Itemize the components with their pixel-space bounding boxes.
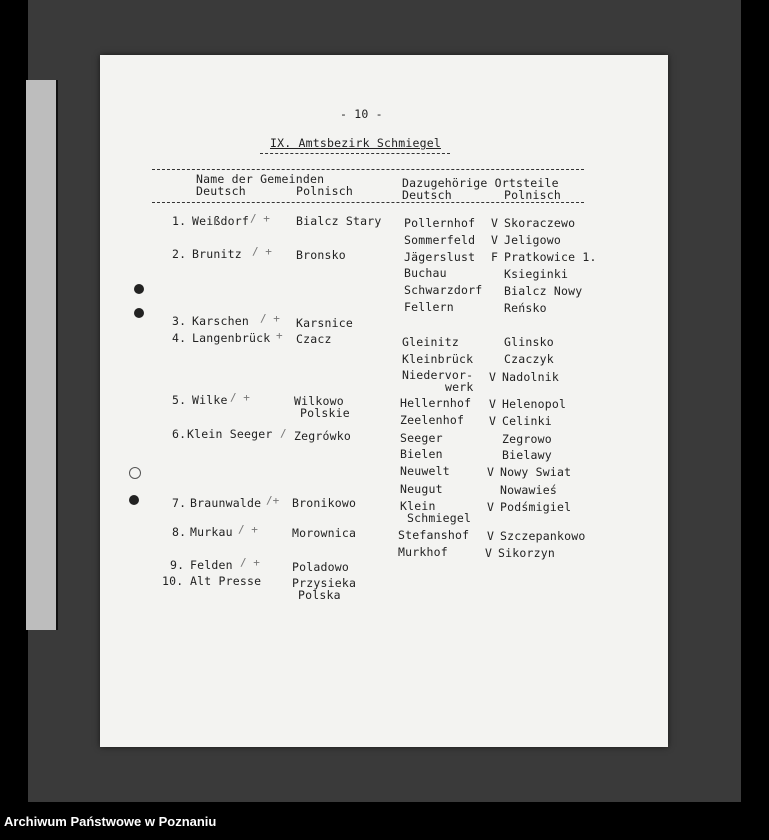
ortsteil-deutsch: Kleinbrück bbox=[402, 352, 474, 366]
gemeinde-polnisch: Bronsko bbox=[296, 248, 346, 262]
ortsteil-deutsch: Seeger bbox=[400, 431, 443, 445]
ortsteil-flag: V bbox=[487, 529, 495, 543]
header-rule-top bbox=[152, 169, 584, 170]
row-number: 2. bbox=[172, 247, 187, 261]
gemeinde-deutsch: Karschen bbox=[192, 314, 249, 328]
ortsteil-polnisch: Skoraczewo bbox=[504, 216, 576, 230]
ortsteil-polnisch: Bialcz Nowy bbox=[504, 284, 583, 298]
check-mark: / + bbox=[238, 523, 258, 536]
ortsteil-deutsch: Zeelenhof bbox=[400, 413, 465, 427]
ortsteil-polnisch: Nowawieś bbox=[500, 483, 557, 497]
check-mark: / bbox=[280, 427, 287, 440]
ortsteil-polnisch: Czaczyk bbox=[504, 352, 554, 366]
gemeinde-deutsch: Felden bbox=[190, 558, 233, 572]
gemeinde-polnisch: Czacz bbox=[296, 332, 332, 346]
row-number: 5. bbox=[172, 393, 187, 407]
ortsteil-flag: V bbox=[487, 465, 495, 479]
check-mark: /+ bbox=[266, 494, 280, 507]
ortsteil-flag: V bbox=[491, 216, 499, 230]
ortsteil-deutsch: Neuwelt bbox=[400, 464, 450, 478]
header-deutsch-left: Deutsch bbox=[196, 184, 246, 198]
header-ortsteile: Dazugehörige Ortsteile bbox=[402, 176, 559, 190]
page-title: IX. Amtsbezirk Schmiegel bbox=[270, 136, 441, 150]
header-polnisch-left: Polnisch bbox=[296, 184, 353, 198]
gemeinde-polnisch: Bronikowo bbox=[292, 496, 357, 510]
ortsteil-polnisch: Bielawy bbox=[502, 448, 552, 462]
check-mark: / + bbox=[230, 391, 250, 404]
title-underline bbox=[260, 153, 450, 154]
gemeinde-deutsch: Brunitz bbox=[192, 247, 242, 261]
gemeinde-polnisch: Poladowo bbox=[292, 560, 349, 574]
gemeinde-polnisch-line2: Polska bbox=[298, 588, 341, 602]
punch-hole bbox=[134, 308, 144, 318]
ortsteil-polnisch: Reńsko bbox=[504, 301, 547, 315]
ortsteil-polnisch: Ksieginki bbox=[504, 267, 569, 281]
ortsteil-polnisch: Jeligowo bbox=[504, 233, 561, 247]
ortsteil-flag: V bbox=[489, 397, 497, 411]
gemeinde-polnisch: Przysieka bbox=[292, 576, 357, 590]
ortsteil-flag: V bbox=[489, 414, 497, 428]
row-number: 6. bbox=[172, 427, 187, 441]
punch-hole bbox=[129, 495, 139, 505]
gemeinde-deutsch: Langenbrück bbox=[192, 331, 271, 345]
document-page bbox=[100, 55, 668, 747]
punch-hole bbox=[134, 284, 144, 294]
ortsteil-flag: V bbox=[487, 500, 495, 514]
row-number: 1. bbox=[172, 214, 187, 228]
ortsteil-deutsch: Gleinitz bbox=[402, 335, 459, 349]
punch-hole bbox=[129, 467, 141, 479]
ortsteil-deutsch: Klein bbox=[400, 499, 436, 513]
check-mark: / + bbox=[250, 212, 270, 225]
ortsteil-deutsch-line2: werk bbox=[445, 380, 474, 394]
row-number: 9. bbox=[170, 558, 185, 572]
gemeinde-deutsch: Braunwalde bbox=[190, 496, 262, 510]
ortsteil-polnisch: Sikorzyn bbox=[498, 546, 555, 560]
ortsteil-deutsch: Bielen bbox=[400, 447, 443, 461]
row-number: 4. bbox=[172, 331, 187, 345]
header-polnisch-right: Polnisch bbox=[504, 188, 561, 202]
ortsteil-polnisch: Pratkowice 1. bbox=[504, 250, 597, 264]
ortsteil-polnisch: Szczepankowo bbox=[500, 529, 586, 543]
ortsteil-deutsch: Stefanshof bbox=[398, 528, 470, 542]
check-mark: + bbox=[276, 329, 283, 342]
ortsteil-deutsch: Niedervor- bbox=[402, 368, 474, 382]
row-number: 10. bbox=[162, 574, 184, 588]
back-sheet bbox=[26, 80, 58, 630]
ortsteil-deutsch: Hellernhof bbox=[400, 396, 472, 410]
check-mark: / + bbox=[240, 556, 260, 569]
ortsteil-deutsch: Neugut bbox=[400, 482, 443, 496]
gemeinde-deutsch: Murkau bbox=[190, 525, 233, 539]
gemeinde-deutsch: Klein Seeger bbox=[187, 427, 273, 441]
header-rule-bottom bbox=[152, 202, 584, 203]
gemeinde-polnisch: Morownica bbox=[292, 526, 357, 540]
row-number: 3. bbox=[172, 314, 187, 328]
gemeinde-deutsch: Wilke bbox=[192, 393, 228, 407]
ortsteil-polnisch: Nowy Swiat bbox=[500, 465, 572, 479]
ortsteil-deutsch: Sommerfeld bbox=[404, 233, 476, 247]
ortsteil-polnisch: Nadolnik bbox=[502, 370, 559, 384]
check-mark: / + bbox=[252, 245, 272, 258]
page-number: - 10 - bbox=[340, 107, 383, 121]
ortsteil-deutsch: Buchau bbox=[404, 266, 447, 280]
header-deutsch-right: Deutsch bbox=[402, 188, 452, 202]
check-mark: / + bbox=[260, 312, 280, 325]
archive-caption: Archiwum Państwowe w Poznaniu bbox=[4, 814, 217, 829]
ortsteil-flag: V bbox=[491, 233, 499, 247]
gemeinde-polnisch-line2: Polskie bbox=[300, 406, 350, 420]
ortsteil-polnisch: Zegrowo bbox=[502, 432, 552, 446]
gemeinde-polnisch: Karsnice bbox=[296, 316, 353, 330]
ortsteil-polnisch: Glinsko bbox=[504, 335, 554, 349]
ortsteil-flag: F bbox=[491, 250, 499, 264]
ortsteil-deutsch: Pollernhof bbox=[404, 216, 476, 230]
row-number: 8. bbox=[172, 525, 187, 539]
gemeinde-deutsch: Alt Presse bbox=[190, 574, 262, 588]
ortsteil-deutsch: Schwarzdorf bbox=[404, 283, 483, 297]
gemeinde-polnisch: Wilkowo bbox=[294, 394, 344, 408]
gemeinde-deutsch: Weißdorf bbox=[192, 214, 249, 228]
ortsteil-polnisch: Podśmigiel bbox=[500, 500, 572, 514]
row-number: 7. bbox=[172, 496, 187, 510]
ortsteil-polnisch: Helenopol bbox=[502, 397, 567, 411]
gemeinde-polnisch: Zegrówko bbox=[294, 429, 351, 443]
ortsteil-deutsch: Jägerslust bbox=[404, 250, 476, 264]
ortsteil-flag: V bbox=[489, 370, 497, 384]
ortsteil-deutsch: Fellern bbox=[404, 300, 454, 314]
ortsteil-flag: V bbox=[485, 546, 493, 560]
header-gemeinden: Name der Gemeinden bbox=[196, 172, 325, 186]
ortsteil-polnisch: Celinki bbox=[502, 414, 552, 428]
ortsteil-deutsch-line2: Schmiegel bbox=[407, 511, 472, 525]
ortsteil-deutsch: Murkhof bbox=[398, 545, 448, 559]
gemeinde-polnisch: Bialcz Stary bbox=[296, 214, 382, 228]
